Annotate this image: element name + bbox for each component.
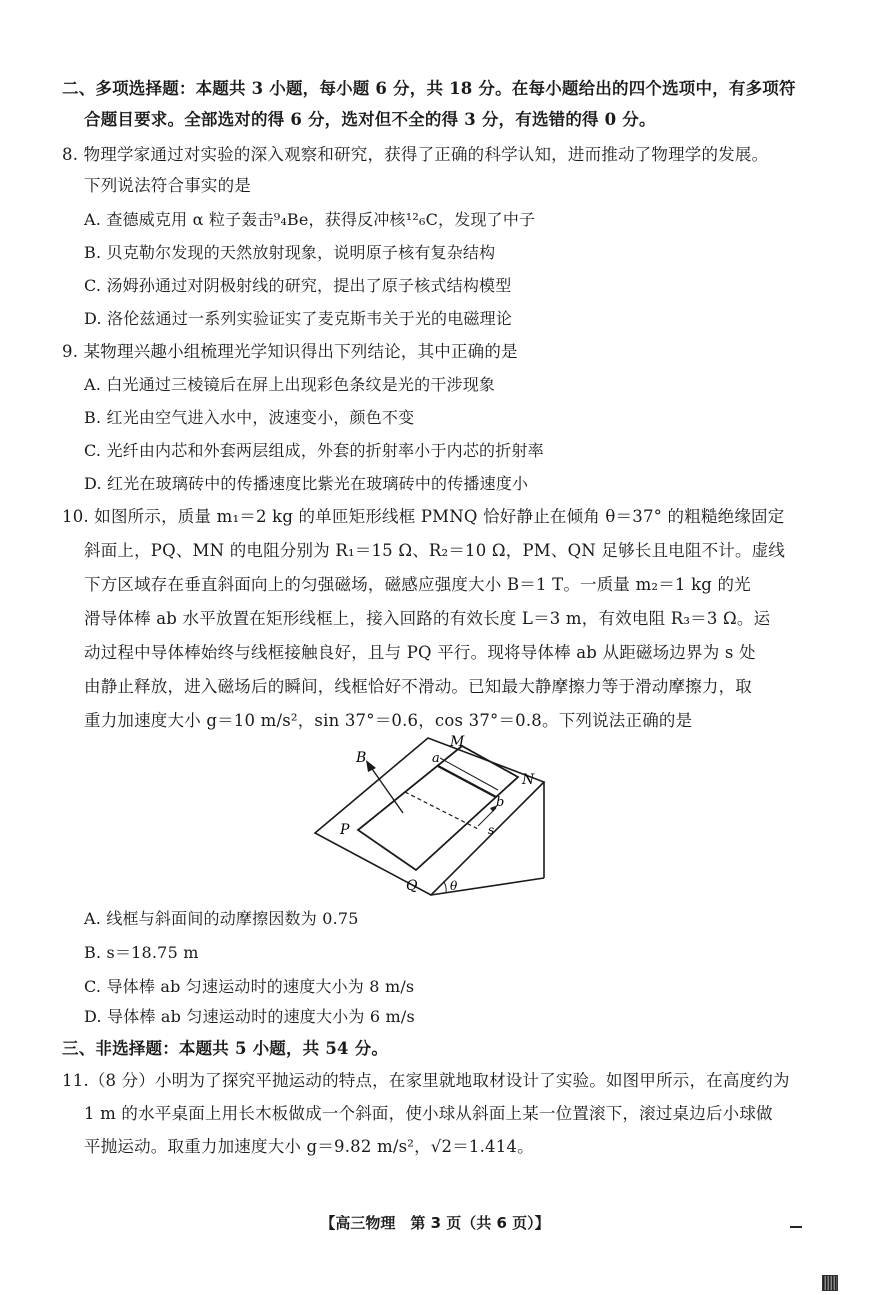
q10-stem-line3: 下方区域存在垂直斜面向上的匀强磁场，磁感应强度大小 B＝1 T。一质量 m₂＝1 kg 的光 — [84, 575, 751, 594]
label-n: N — [522, 772, 535, 788]
rail-line — [440, 758, 498, 790]
section2-header-line1: 二、多项选择题：本题共 3 小题，每小题 6 分，共 18 分。在每小题给出的四个选项中，有多项符 — [62, 79, 796, 98]
qr-code-icon — [822, 1275, 838, 1291]
q8-stem-line1: 8. 物理学家通过对实验的深入观察和研究，获得了正确的科学认知，进而推动了物理学的发展。 — [62, 145, 769, 164]
incline-slope-face — [315, 738, 544, 895]
label-theta: θ — [450, 879, 458, 893]
section2-header-line2: 合题目要求。全部选对的得 6 分，选对但不全的得 3 分，有选错的得 0 分。 — [84, 110, 656, 129]
q10-stem-line1: 10. 如图所示，质量 m₁＝2 kg 的单匝矩形线框 PMNQ 恰好静止在倾角 θ＝37° 的粗糙绝缘固定 — [62, 507, 785, 526]
label-q: Q — [406, 878, 418, 894]
q9-stem: 9. 某物理兴趣小组梳理光学知识得出下列结论，其中正确的是 — [62, 342, 518, 361]
label-s: s — [488, 823, 495, 837]
q9-option-a: A. 白光通过三棱镜后在屏上出现彩色条纹是光的干涉现象 — [84, 375, 496, 394]
page-footer: 【高三物理 第 3 页（共 6 页）】 — [320, 1214, 550, 1232]
q9-option-d: D. 红光在玻璃砖中的传播速度比紫光在玻璃砖中的传播速度小 — [84, 474, 529, 493]
q11-line3: 平抛运动。取重力加速度大小 g＝9.82 m/s²，√2＝1.414。 — [84, 1137, 534, 1156]
q9-option-b: B. 红光由空气进入水中，波速变小，颜色不变 — [84, 408, 415, 427]
q11-line1: 11.（8 分）小明为了探究平抛运动的特点，在家里就地取材设计了实验。如图甲所示，在高度约为 — [62, 1071, 790, 1090]
section3-header: 三、非选择题：本题共 5 小题，共 54 分。 — [62, 1039, 389, 1058]
q8-stem-line2: 下列说法符合事实的是 — [84, 176, 251, 195]
q10-stem-line7: 重力加速度大小 g＝10 m/s²，sin 37°＝0.6，cos 37°＝0.8。下列说法正确的是 — [84, 711, 693, 730]
incline-base-edge — [431, 878, 544, 895]
label-b: B — [356, 750, 367, 766]
q10-option-c: C. 导体棒 ab 匀速运动时的速度大小为 8 m/s — [84, 977, 415, 996]
conductor-rod-ab — [438, 766, 496, 797]
q10-option-a: A. 线框与斜面间的动摩擦因数为 0.75 — [84, 909, 359, 928]
label-m: M — [450, 734, 465, 750]
magnetic-boundary-dashed — [405, 792, 480, 830]
edge-mark — [790, 1226, 802, 1228]
q10-stem-line4: 滑导体棒 ab 水平放置在矩形线框上，接入回路的有效长度 L＝3 m，有效电阻 R₃＝3 Ω。运 — [84, 609, 771, 628]
q11-line2: 1 m 的水平桌面上用长木板做成一个斜面，使小球从斜面上某一位置滚下，滚过桌边后小球做 — [84, 1104, 773, 1123]
label-p: P — [340, 822, 350, 838]
incline-figure — [300, 730, 560, 900]
q10-stem-line6: 由静止释放，进入磁场后的瞬间，线框恰好不滑动。已知最大静摩擦力等于滑动摩擦力，取 — [84, 677, 752, 696]
q8-option-c: C. 汤姆孙通过对阴极射线的研究，提出了原子核式结构模型 — [84, 276, 512, 295]
q8-option-b: B. 贝克勒尔发现的天然放射现象，说明原子核有复杂结构 — [84, 243, 496, 262]
label-b-end: b — [496, 795, 505, 810]
q8-option-a: A. 查德威克用 α 粒子轰击⁹₄Be，获得反冲核¹²₆C，发现了中子 — [84, 210, 536, 229]
q9-option-c: C. 光纤由内芯和外套两层组成，外套的折射率小于内芯的折射率 — [84, 441, 544, 460]
q10-stem-line2: 斜面上，PQ、MN 的电阻分别为 R₁＝15 Ω、R₂＝10 Ω，PM、QN 足够长且电阻不计。虚线 — [84, 541, 786, 560]
q10-option-d: D. 导体棒 ab 匀速运动时的速度大小为 6 m/s — [84, 1007, 415, 1026]
b-field-arrowhead — [366, 760, 376, 772]
q10-option-b: B. s＝18.75 m — [84, 943, 199, 962]
label-a: a — [432, 751, 440, 766]
q10-stem-line5: 动过程中导体棒始终与线框接触良好，且与 PQ 平行。现将导体棒 ab 从距磁场边界为 s 处 — [84, 643, 756, 662]
q8-option-d: D. 洛伦兹通过一系列实验证实了麦克斯韦关于光的电磁理论 — [84, 309, 513, 328]
theta-arc — [444, 882, 446, 892]
